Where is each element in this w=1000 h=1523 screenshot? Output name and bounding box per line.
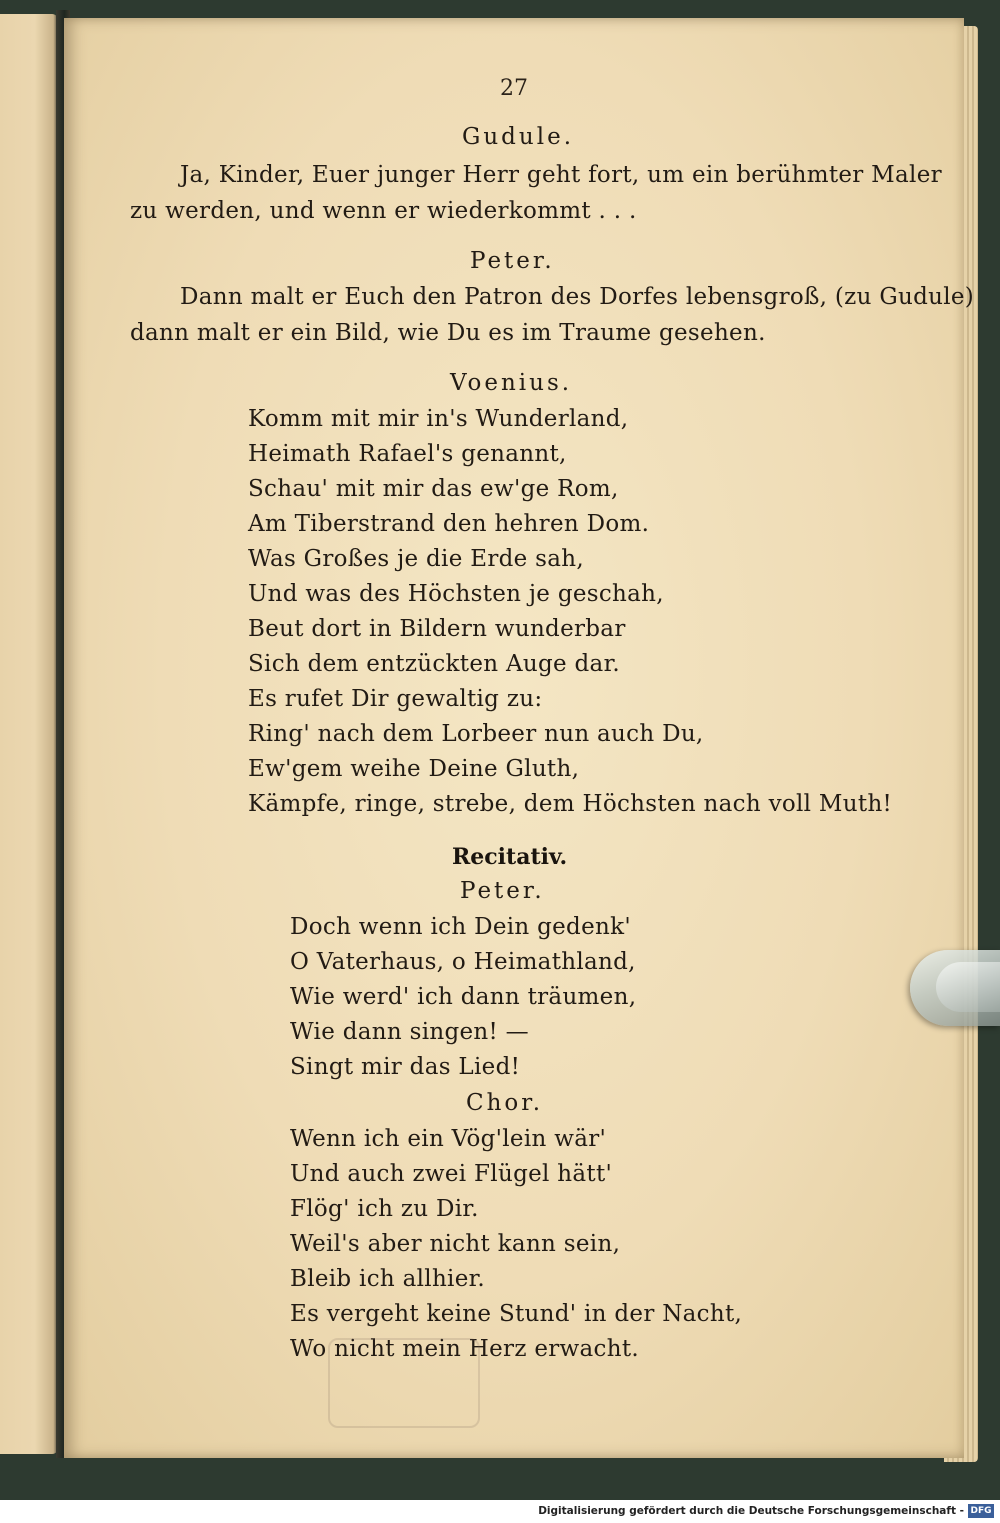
verse-line: Es vergeht keine Stund' in der Nacht,: [290, 1301, 743, 1327]
verse-line: Und auch zwei Flügel hätt': [290, 1161, 613, 1187]
page-clip-highlight: [936, 962, 1000, 1012]
section-heading-recitativ: Recitativ.: [452, 844, 568, 870]
verse-line: Komm mit mir in's Wunderland,: [248, 406, 629, 432]
speaker-gudule: Gudule.: [462, 124, 575, 150]
verse-line: Ew'gem weihe Deine Gluth,: [248, 756, 580, 782]
previous-page-edge: [0, 14, 58, 1454]
speaker-chor: Chor.: [466, 1090, 544, 1116]
dfg-logo-icon: DFG: [968, 1504, 994, 1518]
verse-line: Schau' mit mir das ew'ge Rom,: [248, 476, 619, 502]
text-line: Ja, Kinder, Euer junger Herr geht fort, um ein berühmter Maler: [180, 162, 942, 188]
verse-line: Wo nicht mein Herz erwacht.: [290, 1336, 640, 1362]
footer-credit: Digitalisierung gefördert durch die Deutsche Forschungsgemeinschaft -: [538, 1505, 964, 1517]
verse-line: Flög' ich zu Dir.: [290, 1196, 479, 1222]
verse-line: Kämpfe, ringe, strebe, dem Höchsten nach voll Muth!: [248, 791, 893, 817]
verse-line: Was Großes je die Erde sah,: [248, 546, 584, 572]
verse-line: Ring' nach dem Lorbeer nun auch Du,: [248, 721, 704, 747]
library-stamp-bleedthrough: [328, 1338, 480, 1428]
verse-line: Doch wenn ich Dein gedenk': [290, 914, 631, 940]
speaker-peter: Peter.: [460, 878, 545, 904]
verse-line: Singt mir das Lied!: [290, 1054, 521, 1080]
text-line: Dann malt er Euch den Patron des Dorfes lebensgroß, (zu Gudule): [180, 284, 975, 310]
verse-line: Weil's aber nicht kann sein,: [290, 1231, 621, 1257]
text-line: dann malt er ein Bild, wie Du es im Traume gesehen.: [130, 320, 766, 346]
verse-line: Bleib ich allhier.: [290, 1266, 486, 1292]
speaker-voenius: Voenius.: [450, 370, 573, 396]
text-line: zu werden, und wenn er wiederkommt . . .: [130, 198, 637, 224]
verse-line: Heimath Rafael's genannt,: [248, 441, 567, 467]
verse-line: Wenn ich ein Vög'lein wär': [290, 1126, 607, 1152]
verse-line: Beut dort in Bildern wunderbar: [248, 616, 626, 642]
verse-line: Und was des Höchsten je geschah,: [248, 581, 664, 607]
verse-line: O Vaterhaus, o Heimathland,: [290, 949, 636, 975]
book-page: [64, 18, 975, 1458]
speaker-peter: Peter.: [470, 248, 555, 274]
verse-line: Es rufet Dir gewaltig zu:: [248, 686, 543, 712]
verse-line: Am Tiberstrand den hehren Dom.: [248, 511, 650, 537]
verse-line: Wie werd' ich dann träumen,: [290, 984, 637, 1010]
page-number: 27: [500, 76, 528, 101]
verse-line: Sich dem entzückten Auge dar.: [248, 651, 620, 677]
verse-line: Wie dann singen! —: [290, 1019, 529, 1045]
